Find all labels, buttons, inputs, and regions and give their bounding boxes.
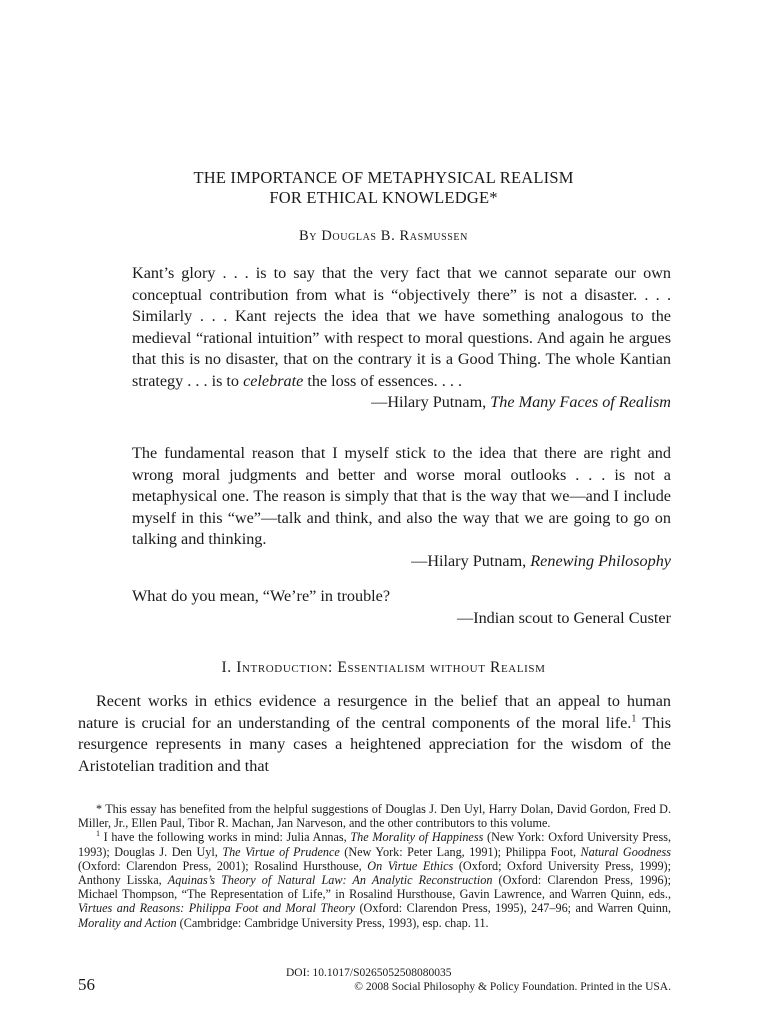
fn-title: Morality and Action (78, 915, 177, 930)
attribution-work: Renewing Philosophy (530, 551, 671, 570)
footnotes (78, 802, 671, 930)
fn-title: Natural Goodness (580, 844, 672, 859)
fn-title: Virtues and Reasons: Philippa Foot and Moral Theory (78, 901, 355, 916)
epigraph-2-text: The fundamental reason that I myself stick to the idea that there are right and wrong moral judgments and better and worse moral outlooks . . . is not a metaphysical one. The reason is simply that that is the way that we—and I include myself in this “we”—talk and think, and also the way that we are going to go on talking and thinking. (132, 444, 671, 548)
title-line-1: THE IMPORTANCE OF METAPHYSICAL REALISM (193, 168, 574, 187)
attribution-name: —Hilary Putnam, (411, 551, 531, 570)
epigraph-1 (132, 263, 671, 414)
epigraph-1-attribution (132, 392, 671, 414)
section-heading: I. Introduction: Essentialism without Realism (221, 659, 546, 676)
body-text-part: This resurgence represents in many cases a heightened appreciation for the wisdom of the Aristotelian tradition and that (78, 713, 671, 775)
journal-page (78, 0, 672, 1024)
article-title (96, 168, 671, 208)
fn-title: On Virtue Ethics (367, 858, 454, 873)
fn-text: (New York: Oxford University Press, 1993); Douglas J. Den Uyl, (78, 830, 671, 859)
epigraph-3 (132, 586, 671, 629)
fn-text: (Cambridge: Cambridge University Press, 1993), esp. chap. 11. (176, 915, 489, 930)
footnote-1-number: 1 (96, 829, 100, 839)
fn-text: (Oxford: Clarendon Press, 1995), 247–96; and Warren Quinn, (354, 901, 671, 916)
fn-title: The Virtue of Prudence (222, 844, 340, 859)
fn-title: Aquinas’s Theory of Natural Law: An Analytic Reconstruction (167, 873, 493, 888)
fn-text: I have the following works in mind: Julia Annas, (100, 830, 351, 845)
author-byline: By Douglas B. Rasmussen (299, 228, 468, 244)
epigraph-1-text-part: Kant’s glory . . . is to say that the very fact that we cannot separate our own conceptual contribution from what is “objectively there” is not a disaster. . . . Similarly . . . Kant rejects the idea that we have something analogous to the medieval “rational intuition” with respect to moral questions. And again he argues that this is no disaster, that on the contrary it is a Good Thing. The whole Kantian strategy . . . is to (132, 264, 671, 390)
epigraph-1-text (132, 263, 671, 392)
copyright: © 2008 Social Philosophy & Policy Foundation. Printed in the USA. (354, 981, 671, 993)
epigraph-1-text-part: the loss of essences. . . . (303, 371, 462, 390)
title-line-2: FOR ETHICAL KNOWLEDGE* (269, 188, 498, 207)
attribution-name: —Hilary Putnam, (371, 393, 491, 411)
epigraph-3-attribution: —Indian scout to General Custer (457, 608, 671, 627)
epigraph-2 (132, 443, 671, 572)
epigraph-3-text: What do you mean, “We’re” in trouble? (132, 587, 391, 605)
epigraph-1-emphasis: celebrate (243, 371, 304, 390)
page-number: 56 (78, 975, 95, 994)
body-paragraph (78, 691, 671, 777)
footnote-ref-1[interactable]: 1 (631, 713, 637, 725)
body-text-part: Recent works in ethics evidence a resurgence in the belief that an appeal to human nature is crucial for an understanding of the central components of the moral life. (78, 692, 671, 732)
doi[interactable]: DOI: 10.1017/S0265052508080035 (286, 967, 452, 979)
fn-title: The Morality of Happiness (350, 830, 484, 845)
fn-text: (Oxford: Clarendon Press, 1996); Michael Thompson, “The Representation of Life,” in Rosalind Hursthouse, Gavin Lawrence, and Warren Quinn, eds., (78, 873, 671, 902)
epigraph-2-attribution (132, 551, 671, 573)
fn-text: (Oxford: Clarendon Press, 2001); Rosalind Hursthouse, (78, 858, 368, 873)
attribution-work: The Many Faces of Realism (490, 393, 671, 411)
fn-text: (New York: Peter Lang, 1991); Philippa Foot, (339, 844, 581, 859)
fn-text: (Oxford; Oxford University Press, 1999); Anthony Lisska, (78, 858, 671, 888)
footnote-star: * This essay has benefited from the helpful suggestions of Douglas J. Den Uyl, Harry Dolan, David Gordon, Fred D. Miller, Jr., Ellen Paul, Tibor R. Machan, Jan Narveson, and the other contributors to this volume. (78, 802, 671, 831)
footnote-1 (78, 830, 671, 929)
